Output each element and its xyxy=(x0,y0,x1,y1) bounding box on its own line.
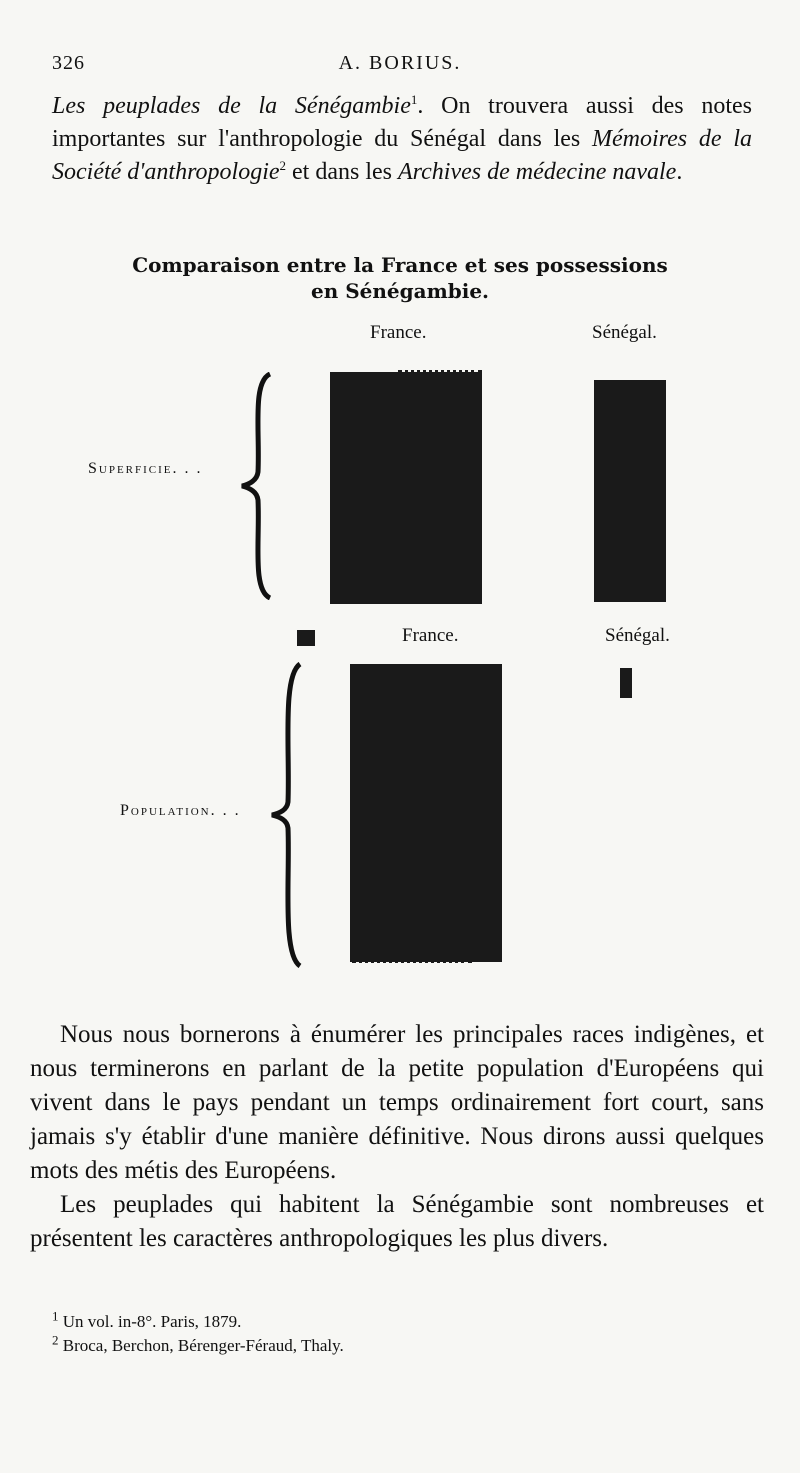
intro-italic-title: Les peuplades de la Sénégambie xyxy=(52,93,411,119)
intro-italic-memoires: Mémoires de la Société d'anthropologie xyxy=(52,126,752,185)
running-head: A. BORIUS. xyxy=(338,52,462,74)
footnote-ref-2: 2 xyxy=(279,158,287,173)
population-row-label: Population. . . xyxy=(120,802,241,819)
population-col-senegal: Sénégal. xyxy=(605,625,670,646)
figure-title-line-1: Comparaison entre la France et ses possessions xyxy=(132,253,668,277)
footnotes xyxy=(52,1310,752,1358)
superficie-france-bar xyxy=(330,372,482,604)
population-senegal-bar xyxy=(620,668,632,698)
body-paragraph-2: Les peuplades qui habitent la Sénégambie sont nombreuses et présentent les caractères anthropologiques les plus divers. xyxy=(30,1191,764,1252)
page-header xyxy=(0,52,800,82)
intro-text-3: . xyxy=(676,159,683,185)
superficie-senegal-bar xyxy=(594,380,666,602)
footnote-1 xyxy=(52,1310,752,1334)
intro-text-2: et dans les xyxy=(286,159,399,185)
footnote-2-text: Broca, Berchon, Bérenger-Féraud, Thaly. xyxy=(62,1336,344,1355)
population-marker xyxy=(297,630,315,646)
population-col-france: France. xyxy=(402,625,459,646)
population-brace-icon xyxy=(268,662,304,968)
population-france-dotted-edge xyxy=(352,960,472,963)
intro-paragraph xyxy=(52,90,752,189)
superficie-col-senegal: Sénégal. xyxy=(592,322,657,343)
population-france-bar xyxy=(350,664,502,962)
footnote-1-mark: 1 xyxy=(52,1308,59,1324)
body-text xyxy=(30,1018,764,1256)
body-paragraph-1: Nous nous bornerons à énumérer les principales races indigènes, et nous terminerons en parlant de la petite population d'Européens qui vivent dans le pays pendant un temps ordinairement fort court, sans jamais s'y établir d'une manière définitive. Nous dirons aussi quelques mots des métis des Européens. xyxy=(30,1021,764,1184)
superficie-col-france: France. xyxy=(370,322,427,343)
superficie-brace-icon xyxy=(238,372,278,600)
superficie-row-label: Superficie. . . xyxy=(88,460,203,477)
footnote-2 xyxy=(52,1334,752,1358)
footnote-ref-1: 1 xyxy=(410,92,418,107)
page-number: 326 xyxy=(52,52,85,74)
figure-title xyxy=(100,252,700,304)
footnote-2-mark: 2 xyxy=(52,1332,59,1348)
intro-italic-archives: Archives de médecine navale xyxy=(398,159,677,185)
intro-text-1: . On trouvera aussi des notes importantes sur l'anthropologie du Sénégal dans les xyxy=(52,93,752,152)
superficie-france-dotted-edge xyxy=(398,370,482,373)
footnote-1-text: Un vol. in-8°. Paris, 1879. xyxy=(62,1312,242,1331)
figure-title-line-2: en Sénégambie. xyxy=(310,279,490,303)
